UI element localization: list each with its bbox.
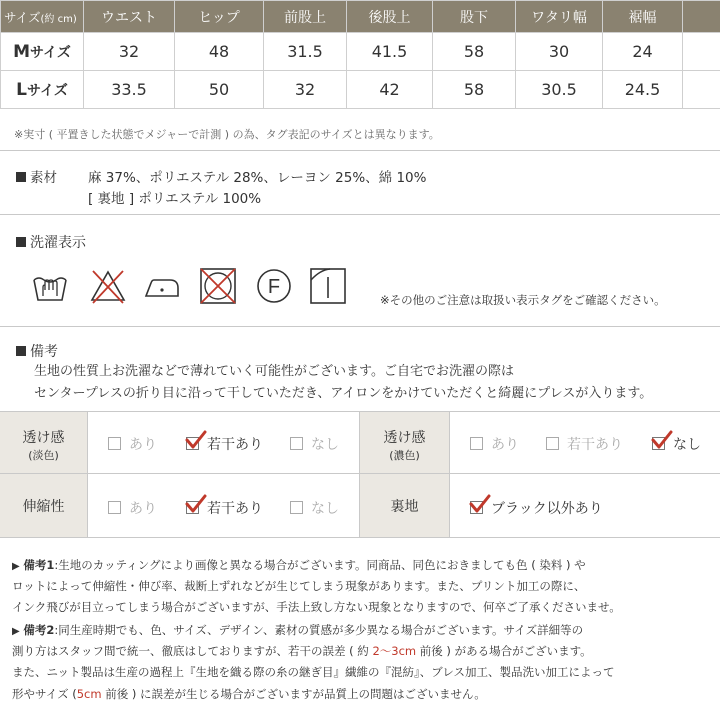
checkbox-icon <box>470 437 483 450</box>
size-table <box>0 0 720 109</box>
divider <box>0 326 720 327</box>
material-line2: [ 裏地 ] ポリエステル 100% <box>88 191 262 207</box>
checkbox-icon <box>108 501 121 514</box>
size-header-label: サイズ(約 cm) <box>1 1 84 33</box>
sheer-dark-option-nashi[interactable]: なし <box>652 434 701 454</box>
stretch-option-nashi[interactable]: なし <box>290 498 339 518</box>
dry-clean-f-icon <box>254 266 294 306</box>
size-cell: 33.5 <box>84 71 175 109</box>
footnote2-line2: 測り方はスタッフ間で統一、徹底はしておりますが、若干の誤差 ( 約 2〜3cm 前後 ) がある場合がございます。 <box>12 644 592 658</box>
checkbox-icon <box>546 437 559 450</box>
row-size-label: Mサイズ <box>1 33 84 71</box>
size-cell-empty <box>683 33 720 71</box>
red-check-icon <box>469 494 491 514</box>
red-check-icon <box>185 494 207 514</box>
footnote1-line2: ロットによって伸縮性・伸び率、裁断上ずれなどが生じてしまう現象があります。また、プリント加工の際に、 <box>12 579 586 593</box>
dry-clean-f-letter: F <box>267 276 281 298</box>
line-dry-icon <box>308 266 348 306</box>
lining-label: 裏地 <box>360 474 450 537</box>
divider <box>0 150 720 151</box>
triangle-bullet-icon: ▶ <box>12 626 20 637</box>
size-cell: 30.5 <box>516 71 603 109</box>
size-cell: 41.5 <box>347 33 433 71</box>
material-line1: 麻 37%、ポリエステル 28%、レーヨン 25%、綿 10% <box>88 170 427 186</box>
no-bleach-icon <box>88 266 128 306</box>
col-header: ヒップ <box>175 1 264 33</box>
sheer-dark-option-jakkan[interactable]: 若干あり <box>546 434 623 454</box>
col-header: 裾幅 <box>603 1 683 33</box>
material-title: 素材 <box>16 166 57 186</box>
table-row <box>1 71 720 109</box>
sheer-light-options <box>88 412 360 474</box>
care-note: ※その他のご注意は取扱い表示タグをご確認ください。 <box>380 293 666 307</box>
checkbox-checked-icon <box>186 437 199 450</box>
size-cell: 58 <box>433 33 516 71</box>
remarks-title: 備考 <box>16 341 58 361</box>
stretch-options <box>88 474 360 537</box>
size-cell-empty <box>683 71 720 109</box>
red-check-icon <box>651 430 673 450</box>
lining-option-black-except[interactable]: ブラック以外あり <box>470 498 603 518</box>
col-header: 股下 <box>433 1 516 33</box>
feel-table <box>0 411 720 538</box>
square-bullet-icon <box>16 346 26 356</box>
size-cell: 48 <box>175 33 264 71</box>
size-cell: 30 <box>516 33 603 71</box>
sheer-light-option-ari[interactable]: あり <box>108 434 157 454</box>
remarks-line2: センタープレスの折り目に沿って干していただき、アイロンをかけていただくと綺麗にプレスが入ります。 <box>34 386 653 401</box>
size-cell: 32 <box>84 33 175 71</box>
triangle-bullet-icon: ▶ <box>12 561 20 572</box>
sheer-dark-options <box>450 412 720 474</box>
footnote2-line3: また、ニット製品は生産の過程上『生地を織る際の糸の継ぎ目』繊維の『混紡』、ブレス加工、製品洗い加工によって <box>12 665 615 679</box>
col-header: ワタリ幅 <box>516 1 603 33</box>
row-size-label: Lサイズ <box>1 71 84 109</box>
divider <box>0 214 720 215</box>
checkbox-checked-icon <box>470 501 483 514</box>
remarks-line1: 生地の性質上お洗濯などで薄れていく可能性がございます。ご自宅でお洗濯の際は <box>34 364 514 379</box>
size-cell: 24 <box>603 33 683 71</box>
checkbox-icon <box>108 437 121 450</box>
care-title: 洗濯表示 <box>16 232 86 252</box>
sheer-light-option-jakkan[interactable]: 若干あり <box>186 434 263 454</box>
sheer-dark-label: 透け感 (濃色) <box>360 412 450 474</box>
sheer-light-label: 透け感 (淡色) <box>0 412 88 474</box>
col-header-empty <box>683 1 720 33</box>
sheer-dark-option-ari[interactable]: あり <box>470 434 519 454</box>
checkbox-icon <box>290 437 303 450</box>
footnote1-line3: インク飛びが目立ってしまう場合がございますが、手法上致し方ない現象となりますので、何卒ご了承くださいませ。 <box>12 600 621 614</box>
iron-low-icon <box>142 266 182 306</box>
col-header: ウエスト <box>84 1 175 33</box>
table-row <box>1 33 720 71</box>
hand-wash-icon <box>30 266 70 306</box>
checkbox-icon <box>290 501 303 514</box>
size-cell: 50 <box>175 71 264 109</box>
square-bullet-icon <box>16 237 26 247</box>
size-cell: 42 <box>347 71 433 109</box>
size-cell: 32 <box>264 71 347 109</box>
footnote2-line4: 形やサイズ (5cm 前後 ) に誤差が生じる場合がございますが品質上の問題はございません。 <box>12 687 486 701</box>
no-tumble-dry-icon <box>198 266 238 306</box>
col-header: 前股上 <box>264 1 347 33</box>
footnote1-line1: ▶ 備考1:生地のカッティングにより画像と異なる場合がございます。同商品、同色におきましても色 ( 染料 ) や <box>12 558 586 572</box>
stretch-option-jakkan[interactable]: 若干あり <box>186 498 263 518</box>
size-cell: 58 <box>433 71 516 109</box>
sheer-light-option-nashi[interactable]: なし <box>290 434 339 454</box>
size-table-header <box>1 1 720 33</box>
stretch-option-ari[interactable]: あり <box>108 498 157 518</box>
red-check-icon <box>185 430 207 450</box>
col-header: 後股上 <box>347 1 433 33</box>
square-bullet-icon <box>16 172 26 182</box>
size-cell: 24.5 <box>603 71 683 109</box>
stretch-label: 伸縮性 <box>0 474 88 537</box>
size-cell: 31.5 <box>264 33 347 71</box>
footnote2-line1: ▶ 備考2:同生産時期でも、色、サイズ、デザイン、素材の質感が多少異なる場合がございます。サイズ詳細等の <box>12 623 584 637</box>
checkbox-checked-icon <box>652 437 665 450</box>
measure-note: ※実寸 ( 平置きした状態でメジャーで計測 ) の為、タグ表記のサイズとは異なります。 <box>14 128 440 141</box>
checkbox-checked-icon <box>186 501 199 514</box>
lining-options <box>450 474 720 537</box>
